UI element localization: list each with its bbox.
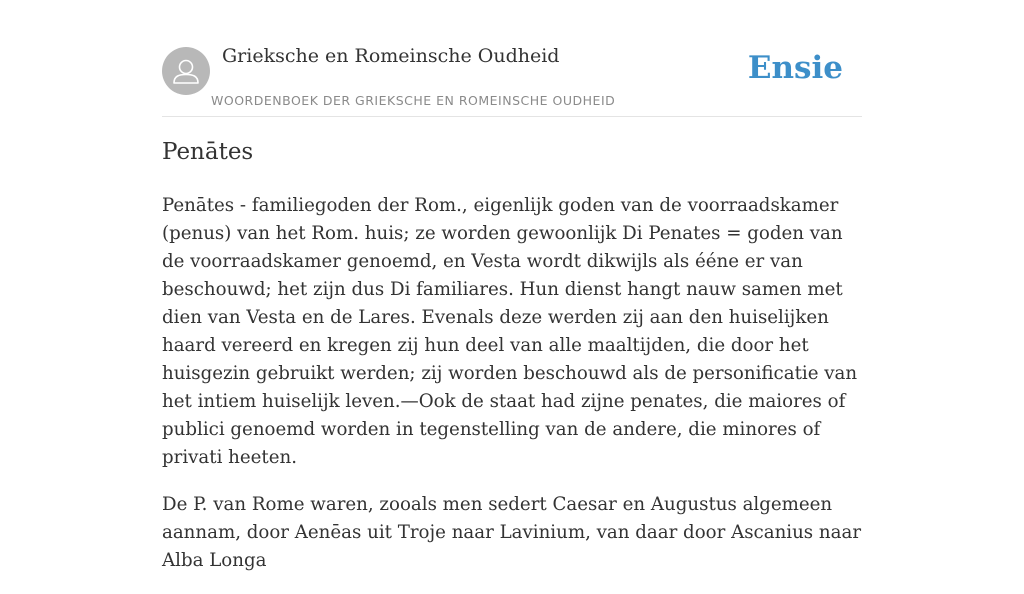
entry-body bbox=[162, 192, 862, 594]
page-container bbox=[162, 0, 862, 571]
ensie-logo-link[interactable]: Ensie bbox=[747, 50, 843, 86]
source-header bbox=[162, 0, 862, 117]
entry-paragraph: De P. van Rome waren, zooals men sedert Caesar en Augustus algemeen aannam, door Aenēas uit Troje naar Lavinium, van daar door Ascanius naar Alba Longa bbox=[162, 494, 862, 571]
user-icon[interactable] bbox=[162, 47, 210, 95]
source-subtitle: WOORDENBOEK DER GRIEKSCHE EN ROMEINSCHE OUDHEID bbox=[211, 93, 616, 108]
entry-paragraph: Penātes - familiegoden der Rom., eigenlijk goden van de voorraadskamer (penus) van het Rom. huis; ze worden gewoonlijk Di Penates = goden van de voorraadskamer genoemd, en Vesta wordt dikwijls als ééne er van beschouwd; het zijn dus Di familiares. Hun dienst hangt nauw samen met dien van Vesta en de Lares. Evenals deze werden zij aan den huiselijken haard vereerd en kregen zij hun deel van alle maaltijden, die door het huisgezin gebruikt werden; zij worden beschouwd als de personificatie van het intiem huiselijk leven.—Ook de staat had zijne penates, die maiores of publici genoemd worden in tegenstelling van de andere, die minores of privati heeten. bbox=[162, 195, 858, 468]
source-title-link[interactable]: Grieksche en Romeinsche Oudheid bbox=[222, 45, 560, 67]
entry-title: Penātes bbox=[162, 139, 254, 165]
